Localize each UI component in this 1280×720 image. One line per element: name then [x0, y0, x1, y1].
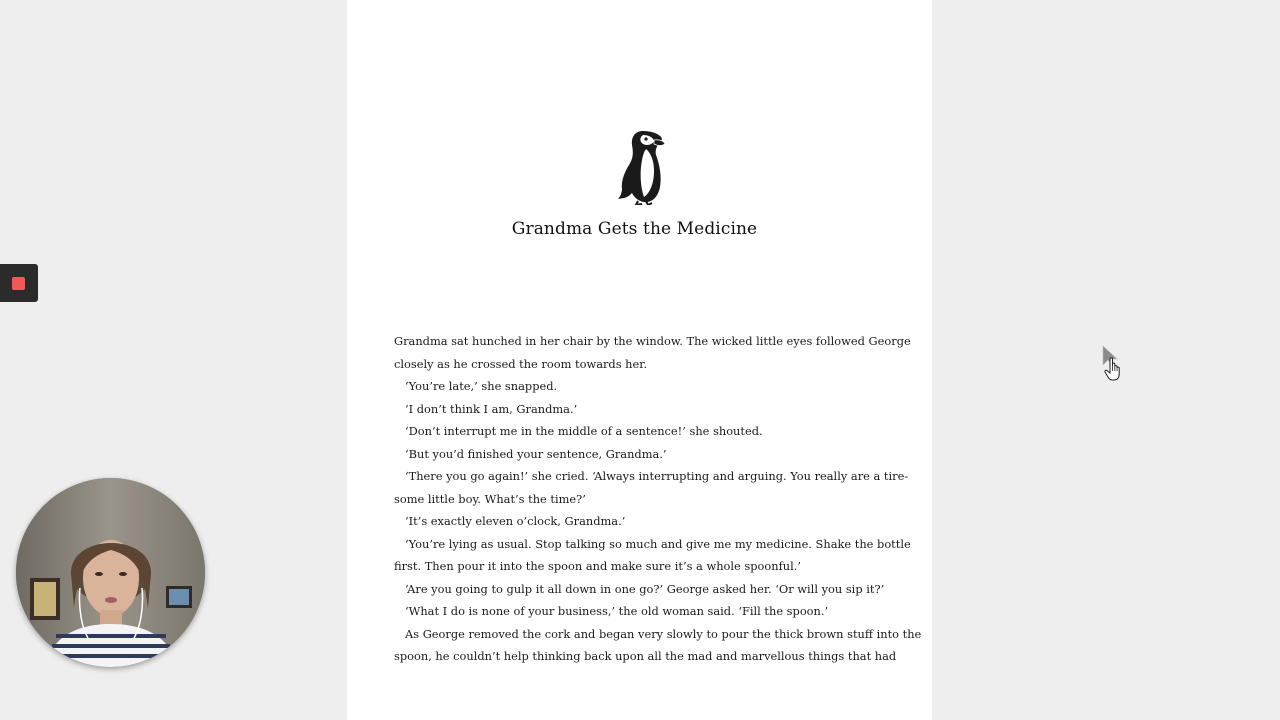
text-line: ‘I don’t think I am, Grandma.’ — [405, 401, 578, 416]
text-line: first. Then pour it into the spoon and make sure it’s a whole spoonful.’ — [394, 559, 802, 573]
text-line: spoon, he couldn’t help thinking back upon all the mad and marvellous things that had — [394, 649, 897, 663]
text-line: ‘There you go again!’ she cried. ‘Always interrupting and arguing. You really are a tire- — [405, 469, 909, 483]
text-line: ‘But you’d finished your sentence, Grandma.’ — [405, 446, 667, 461]
chapter-body — [394, 330, 922, 668]
webcam-feed — [16, 478, 205, 667]
text-line: some little boy. What’s the time?’ — [394, 491, 586, 506]
puffin-icon — [616, 127, 666, 205]
text-line: As George removed the cork and began very slowly to pour the thick brown stuff into the — [405, 626, 922, 641]
text-line: ‘Are you going to gulp it all down in one go?’ George asked her. ‘Or will you sip it?’ — [405, 581, 885, 596]
text-line: ‘You’re lying as usual. Stop talking so much and give me my medicine. Shake the bottle — [405, 536, 911, 551]
recording-stop-button[interactable] — [0, 264, 38, 302]
text-line: ‘What I do is none of your business,’ the old woman said. ‘Fill the spoon.’ — [405, 604, 829, 618]
webcam-bubble[interactable] — [16, 478, 205, 667]
text-line: ‘It’s exactly eleven o’clock, Grandma.’ — [405, 514, 626, 528]
book-page — [347, 0, 932, 720]
text-line: ‘You’re late,’ she snapped. — [405, 379, 558, 393]
chapter-title: Grandma Gets the Medicine — [511, 219, 758, 239]
hand-pointer-icon — [1100, 345, 1124, 385]
text-line: closely as he crossed the room towards her. — [394, 356, 648, 371]
text-line: ‘Don’t interrupt me in the middle of a sentence!’ she shouted. — [405, 424, 763, 438]
stop-icon — [12, 277, 25, 290]
text-line: Grandma sat hunched in her chair by the window. The wicked little eyes followed George — [394, 334, 911, 348]
